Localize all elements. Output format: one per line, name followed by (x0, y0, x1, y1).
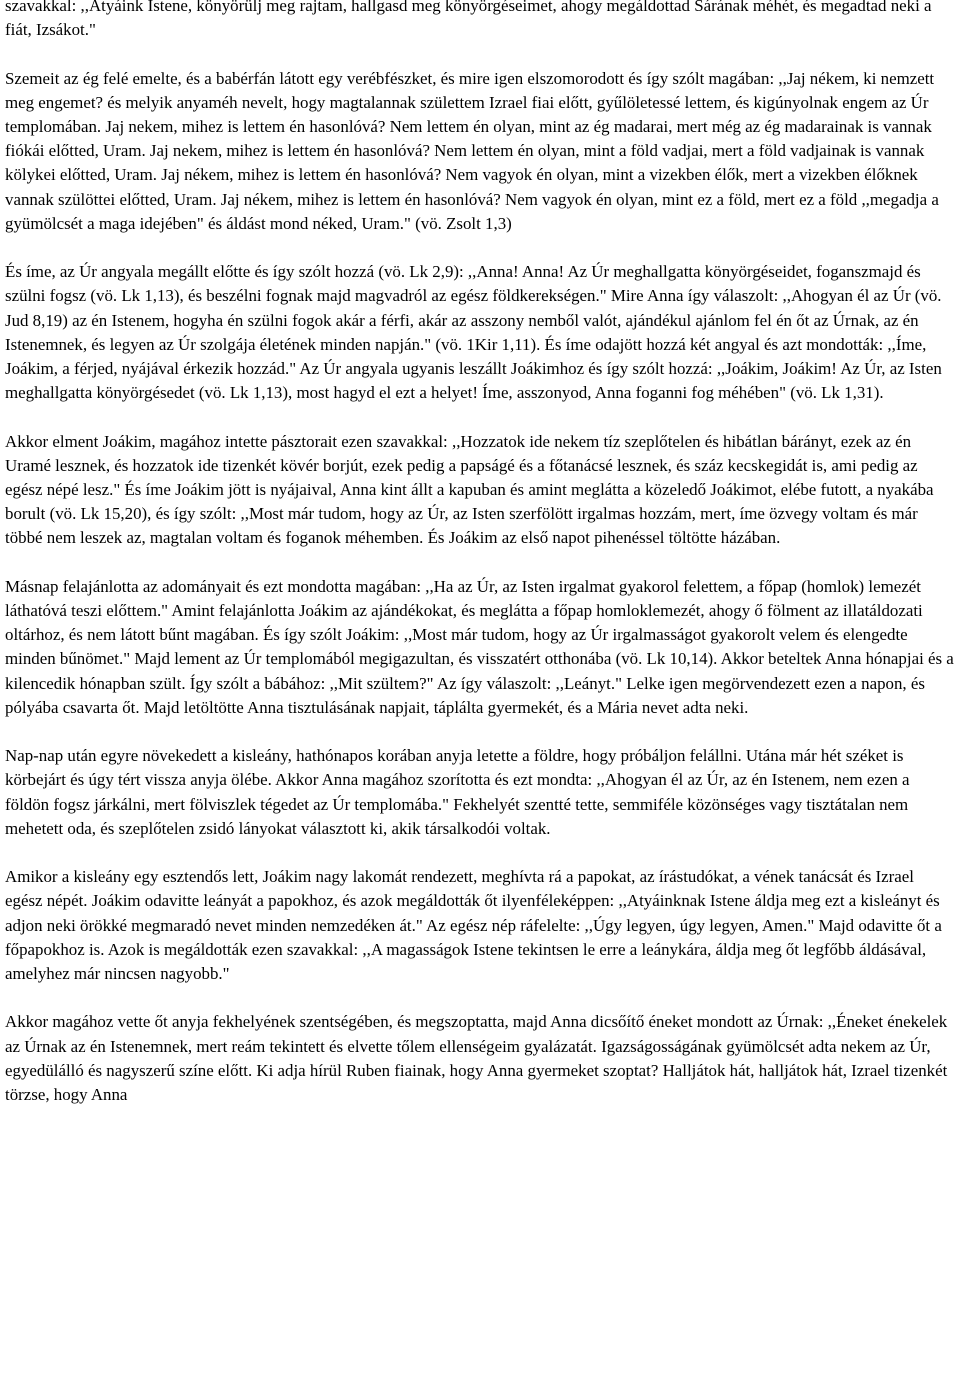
paragraph-6: Nap-nap után egyre növekedett a kisleány, hathónapos korában anyja letette a földre, hogy próbáljon felállni. Utána már hét széket is körbejárt és úgy tért vissza anyja ölébe. Akkor Anna magához szorította és ezt mondta: ,,Ahogyan él az Úr, az én Istenem, nem ezen a földön fogsz járkálni, mert fölviszlek tégedet az Úr templomába." Fekhelyét szentté tette, semmiféle közönséges vagy tisztátalan nem mehetett oda, és szeplőtelen zsidó lányokat választott ki, akik társalkodói voltak. (5, 746, 910, 838)
paragraph-1: szavakkal: ,,Atyáink Istene, könyörülj meg rajtam, hallgasd meg könyörgéseimet, ahogy megáldottad Sárának méhét, és megadtad neki a fiát, Izsákot." (5, 0, 932, 40)
paragraph-7: Amikor a kisleány egy esztendős lett, Joákim nagy lakomát rendezett, meghívta rá a papokat, az írástudókat, a vének tanácsát és Izrael egész népét. Joákim odavitte leányát a papokhoz, és azok megáldották őt ilyenféleképpen: ,,Atyáinknak Istene áldja meg ezt a kisleányt és adjon neki örökké megmaradó nevet minden nemzedéken át." Az egész nép ráfelelte: ,,Úgy legyen, úgy legyen, Amen." Majd odavitte őt a főpapokhoz is. Azok is megáldották ezen szavakkal: ,,A magasságok Istene tekintsen le erre a leánykára, áldja meg őt legfőbb áldásával, amelyhez már nincsen nagyobb." (5, 867, 942, 984)
document-page (5, 0, 955, 1131)
paragraph-8: Akkor magához vette őt anyja fekhelyének szentségében, és megszoptatta, majd Anna dicsőítő éneket mondott az Úrnak: ,,Éneket énekelek az Úrnak az én Istenemnek, mert reám tekintett és elvette tőlem ellenségeim gyalázatát. Igazságosságának gyümölcsét adta nekem az Úr, egyedülálló és nagyszerű színe előtt. Ki adja hírül Ruben fiainak, hogy Anna gyermeket szoptat? Halljátok hát, halljátok hát, Izrael tizenkét törzse, hogy Anna (5, 1012, 948, 1105)
paragraph-2: Szemeit az ég felé emelte, és a babérfán látott egy verébfészket, és mire igen elszomorodott és így szólt magában: ,,Jaj nékem, ki nemzett meg engemet? és melyik anyaméh nevelt, hogy magtalannak születtem Izrael fiai előtt, gyűlöletessé lettem, és kigúnyolnak engem az Úr templomában. Jaj nekem, mihez is lettem én hasonlóvá? Nem lettem én olyan, mint az ég madarai, mert még az ég madarainak is vannak fiókái előtted, Uram. Jaj nekem, mihez is lettem én hasonlóvá? Nem lettem én olyan, mint a föld vadjai, mert a föld vadjainak is vannak kölykei előtted, Uram. Jaj nékem, mihez is lettem én hasonlóvá? Nem vagyok én olyan, mint a vizekben élők, mert a vizekben élőknek vannak szülöttei előtted, Uram. Jaj nékem, mihez is lettem én hasonlóvá? Nem vagyok én olyan, mint ez a föld, mert ez a föld ,,megadja a gyümölcsét a maga idejében" és áldást mond néked, Uram." (vö. Zsolt 1,3) (5, 68, 939, 233)
paragraph-3: És íme, az Úr angyala megállt előtte és így szólt hozzá (vö. Lk 2,9): ,,Anna! Anna! Az Úr meghallgatta könyörgéseidet, foganszmajd és szülni fogsz (vö. Lk 1,13), és beszélni fognak majd magvadról az egész földkerekségen." Mire Anna így válaszolt: ,,Ahogyan él az Úr (vö. Jud 8,19) az én Istenem, hogyha én szülni fogok akár a férfi, akár az asszony nemből valót, ajándékul ajánlom fel én őt az Úrnak, az én Istenemnek, és legyen az Úr szolgája életének minden napján." (vö. 1Kir 1,11). És íme odajött hozzá két angyal és azt mondották: ,,Íme, Joákim, a férjed, nyájával érkezik hozzád." Az Úr angyala ugyanis leszállt Joákimhoz és így szólt hozzá: ,,Joákim, Joákim! Az Úr, az Isten meghallgatta könyörgésedet (vö. Lk 1,13), most hagyd el ezt a helyet! Íme, asszonyod, Anna foganni fog méhében" (vö. Lk 1,31). (5, 262, 942, 403)
paragraph-5: Másnap felajánlotta az adományait és ezt mondotta magában: ,,Ha az Úr, az Isten irgalmat gyakorol felettem, a főpap (homlok) lemezét láthatóvá teszi előttem." Amint felajánlotta Joákim az ajándékokat, és meglátta a főpap homloklemezét, ahogy ő fölment az illatáldozati oltárhoz, és nem látott bűnt magában. És így szólt Joákim: ,,Most már tudom, hogy az Úr irgalmasságot gyakorolt velem és elengedte minden bűnömet." Majd lement az Úr templomából megigazultan, és visszatért otthonába (vö. Lk 10,14). Akkor beteltek Anna hónapjai és a kilencedik hónapban szült. Így szólt a bábához: ,,Mit szültem?" Az így válaszolt: ,,Leányt." Lelke igen megörvendezett ezen a napon, és pólyába csavarta őt. Majd letöltötte Anna tisztulásának napjait, táplálta gyermekét, és a Mária nevet adta neki. (5, 576, 954, 717)
paragraph-4: Akkor elment Joákim, magához intette pásztorait ezen szavakkal: ,,Hozzatok ide nekem tíz szeplőtelen és hibátlan bárányt, ezek az én Uramé lesznek, és hozzatok ide tizenkét kövér borjút, ezek pedig a papságé és a főtanácsé lesznek, és száz kecskegidát is, ami pedig az egész népé lesz." És íme Joákim jött is nyájaival, Anna kint állt a kapuban és amint meglátta a közeledő Joákimot, elébe futott, a nyakába borult (vö. Lk 15,20), és így szólt: ,,Most már tudom, hogy az Úr, az Isten szerfölött irgalmas hozzám, mert, íme özvegy voltam és már többé nem leszek az, magtalan voltam és foganok méhemben. És Joákim az első napot pihenéssel töltötte házában. (5, 431, 934, 548)
